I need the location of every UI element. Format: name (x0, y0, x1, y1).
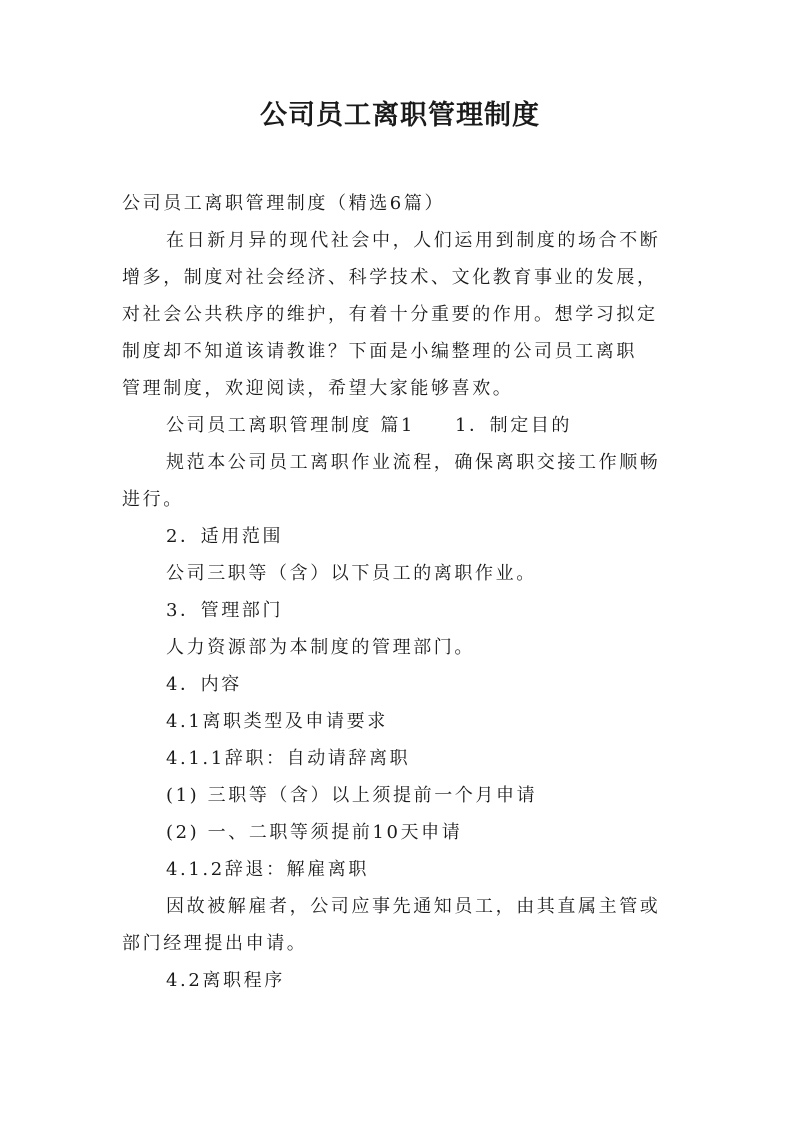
dismiss-line: 因故被解雇者，公司应事先通知员工，由其直属主管或 (166, 896, 661, 917)
content-heading: 4．内容 (166, 674, 242, 695)
intro-line: 制度却不知道该请教谁？下面是小编整理的公司员工离职 (122, 341, 637, 362)
dismiss-line: 部门经理提出申请。 (122, 933, 308, 954)
intro-line: 对社会公共秩序的维护，有着十分重要的作用。想学习拟定 (122, 304, 658, 325)
purpose-line: 进行。 (122, 489, 184, 510)
document-title: 公司员工离职管理制度 (260, 100, 540, 131)
document-body (122, 185, 682, 999)
scope-text: 公司三职等（含）以下员工的离职作业。 (166, 563, 537, 584)
purpose-line: 规范本公司员工离职作业流程，确保离职交接工作顺畅 (166, 452, 661, 473)
intro-line: 管理制度，欢迎阅读，希望大家能够喜欢。 (122, 378, 514, 399)
section-heading: 公司员工离职管理制度 篇1 (166, 415, 415, 436)
resign-item: (1) 三职等（含）以上须提前一个月申请 (166, 785, 538, 806)
section-heading-line (122, 407, 682, 444)
section-item: 1．制定目的 (454, 415, 573, 436)
scope-heading: 2．适用范围 (166, 526, 284, 547)
intro-line: 增多，制度对社会经济、科学技术、文化教育事业的发展， (122, 267, 658, 288)
procedure-heading: 4.2离职程序 (166, 970, 285, 991)
dept-heading: 3．管理部门 (166, 600, 284, 621)
dismiss-heading: 4.1.2辞退：解雇离职 (166, 859, 369, 880)
types-heading: 4.1离职类型及申请要求 (166, 711, 388, 732)
document-subtitle: 公司员工离职管理制度（精选6篇） (122, 193, 446, 214)
resign-heading: 4.1.1辞职：自动请辞离职 (166, 748, 411, 769)
dept-text: 人力资源部为本制度的管理部门。 (166, 637, 475, 658)
resign-item: (2) 一、二职等须提前10天申请 (166, 822, 463, 843)
intro-line: 在日新月异的现代社会中，人们运用到制度的场合不断 (166, 230, 661, 251)
